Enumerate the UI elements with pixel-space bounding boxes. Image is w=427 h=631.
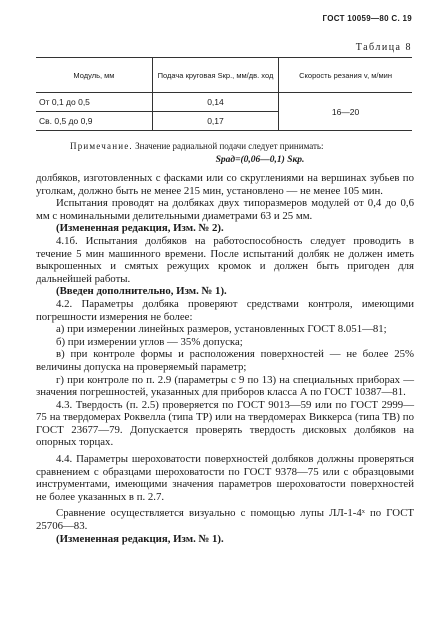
clause-4-2: 4.2. Параметры долбяка проверяют средствами контроля, имеющими погрешности измерения не более: xyxy=(36,297,414,323)
table-header-row xyxy=(36,58,412,93)
speed-cell: 16—20 xyxy=(279,93,412,131)
table-note xyxy=(70,140,412,152)
col-feed-header: Подача круговая Sкр., мм/дв. ход xyxy=(152,58,278,93)
body-text xyxy=(36,172,414,545)
table-title: Таблица 8 xyxy=(355,42,412,53)
paragraph: Испытания проводят на долбяках двух типоразмеров модулей от 0,4 до 0,6 мм с номинальными делительными диаметрами 63 и 25 мм. xyxy=(36,197,414,222)
clause-4-3: 4.3. Твердость (п. 2.5) проверяется по ГОСТ 9013—59 или по ГОСТ 2999—75 на твердомерах Роквелла (типа ТР) или на твердомерах Виккерса (типа ТВ) по ГОСТ 23677—79. Допускается проверять твердость дисковых долбяков на опорных торцах. xyxy=(36,398,414,449)
amendment-note: (Измененная редакция, Изм. № 1). xyxy=(56,532,224,545)
clause-4-1b: 4.1б. Испытания долбяков на работоспособность следует проводить в течение 5 мин машинного времени. После испытаний долбяк не должен иметь выкрошенных и смятых режущих кромок и должен быть пригоден для дальнейшей работы. xyxy=(36,234,414,285)
feed-cell: 0,14 xyxy=(152,93,278,112)
list-item-b: б) при измерении углов — 35% допуска; xyxy=(56,335,243,348)
table-row xyxy=(36,93,412,112)
paragraph: долбяков, изготовленных с фасками или со скруглениями на вершинах зубьев по уголкам, должно быть не менее 215 мин, установлено — не менее 105 мин. xyxy=(36,172,414,197)
list-item-a: а) при измерении линейных размеров, установленных ГОСТ 8.051—81; xyxy=(56,323,387,336)
clause-4-4: 4.4. Параметры шероховатости поверхностей долбяков должны проверяться сравнением с образцами шероховатости по ГОСТ 9378—75 или с образцовыми инструментами, имеющими значения параметров шероховатости поверхностей не более указанных в п. 2.7. xyxy=(36,453,414,503)
col-module-header: Модуль, мм xyxy=(36,58,152,93)
note-lead: Примечание. xyxy=(70,141,133,151)
feed-table xyxy=(36,57,412,131)
note-text: Значение радиальной подачи следует принимать: xyxy=(135,141,324,151)
module-cell: Св. 0,5 до 0,9 xyxy=(36,112,152,131)
list-item-v: в) при контроле формы и расположения поверхностей — не более 25% величины допуска на проверяемый параметр; xyxy=(36,348,414,373)
list-item-g: г) при контроле по п. 2.9 (параметры с 9 по 13) на специальных приборах — значения погрешностей, указанных для приборов класса А по ГОСТ 10387—81. xyxy=(36,373,414,399)
paragraph: Сравнение осуществляется визуально с помощью лупы ЛЛ-1-4ˣ по ГОСТ 25706—83. xyxy=(36,507,414,533)
module-cell: От 0,1 до 0,5 xyxy=(36,93,152,112)
amendment-note: (Измененная редакция, Изм. № 2). xyxy=(56,222,224,235)
col-speed-header: Скорость резания v, м/мин xyxy=(279,58,412,93)
amendment-note: (Введен дополнительно, Изм. № 1). xyxy=(56,285,227,298)
page-header: ГОСТ 10059—80 С. 19 xyxy=(322,14,412,23)
feed-cell: 0,17 xyxy=(152,112,278,131)
radial-feed-formula: Sрад=(0,06—0,1) Sкр. xyxy=(215,155,305,165)
